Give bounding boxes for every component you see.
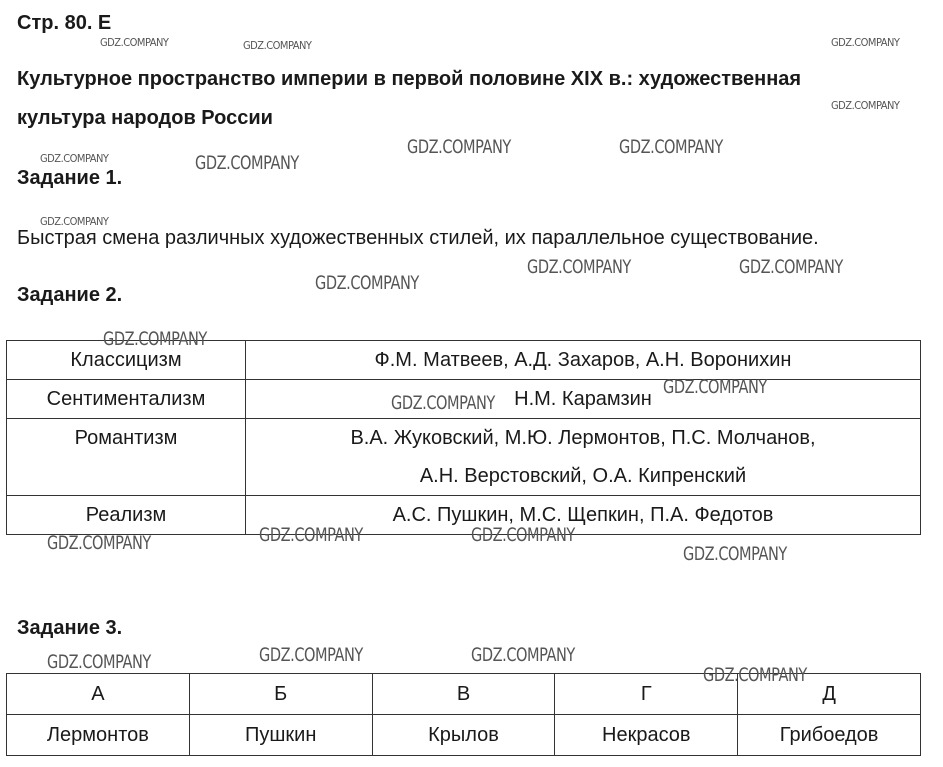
- table-row: [7, 419, 921, 458]
- watermark: GDZ.COMPANY: [471, 524, 575, 546]
- author-cell: Некрасов: [555, 715, 738, 756]
- author-cell: Лермонтов: [7, 715, 190, 756]
- watermark: GDZ.COMPANY: [40, 152, 109, 165]
- watermark: GDZ.COMPANY: [619, 136, 723, 158]
- names-cell: Ф.М. Матвеев, А.Д. Захаров, А.Н. Воронихин: [246, 341, 921, 380]
- page-reference: Стр. 80. Е: [17, 12, 112, 34]
- watermark: GDZ.COMPANY: [103, 328, 207, 350]
- style-cell: Романтизм: [7, 419, 246, 458]
- task-1-answer: Быстрая смена различных художественных стилей, их параллельное существование.: [17, 227, 819, 249]
- watermark: GDZ.COMPANY: [259, 524, 363, 546]
- letter-cell: А: [7, 674, 190, 715]
- task-2-table: [6, 340, 921, 535]
- watermark: GDZ.COMPANY: [527, 256, 631, 278]
- author-cell: Пушкин: [189, 715, 372, 756]
- table-row: [7, 380, 921, 419]
- watermark: GDZ.COMPANY: [391, 392, 495, 414]
- author-cell: Крылов: [372, 715, 555, 756]
- watermark: GDZ.COMPANY: [100, 36, 169, 49]
- table-row: [7, 674, 921, 715]
- style-cell: Классицизм: [7, 341, 246, 380]
- watermark: GDZ.COMPANY: [471, 644, 575, 666]
- table-row: [7, 457, 921, 496]
- letter-cell: Г: [555, 674, 738, 715]
- watermark: GDZ.COMPANY: [243, 39, 312, 52]
- watermark: GDZ.COMPANY: [831, 99, 900, 112]
- names-cell: В.А. Жуковский, М.Ю. Лермонтов, П.С. Молчанов,: [246, 419, 921, 458]
- names-cell: А.С. Пушкин, М.С. Щепкин, П.А. Федотов: [246, 496, 921, 535]
- task-2-heading: Задание 2.: [17, 284, 123, 306]
- letter-cell: Б: [189, 674, 372, 715]
- watermark: GDZ.COMPANY: [663, 376, 767, 398]
- letter-cell: В: [372, 674, 555, 715]
- watermark: GDZ.COMPANY: [315, 272, 419, 294]
- table-row: [7, 496, 921, 535]
- table-row: [7, 341, 921, 380]
- watermark: GDZ.COMPANY: [683, 543, 787, 565]
- task-1-heading: Задание 1.: [17, 167, 123, 189]
- watermark: GDZ.COMPANY: [739, 256, 843, 278]
- watermark: GDZ.COMPANY: [703, 664, 807, 686]
- watermark: GDZ.COMPANY: [831, 36, 900, 49]
- style-cell: Сентиментализм: [7, 380, 246, 419]
- table-row: [7, 715, 921, 756]
- page-title-line-1: Культурное пространство империи в первой половине XIX в.: художественная: [17, 68, 802, 90]
- watermark: GDZ.COMPANY: [259, 644, 363, 666]
- watermark: GDZ.COMPANY: [195, 152, 299, 174]
- watermark: GDZ.COMPANY: [407, 136, 511, 158]
- task-3-heading: Задание 3.: [17, 617, 123, 639]
- letter-cell: Д: [738, 674, 921, 715]
- style-cell: Реализм: [7, 496, 246, 535]
- author-cell: Грибоедов: [738, 715, 921, 756]
- watermark: GDZ.COMPANY: [47, 651, 151, 673]
- style-cell: [7, 457, 246, 496]
- names-cell: Н.М. Карамзин: [246, 380, 921, 419]
- names-cell: А.Н. Верстовский, О.А. Кипренский: [246, 457, 921, 496]
- watermark: GDZ.COMPANY: [40, 215, 109, 228]
- page-title-line-2: культура народов России: [17, 107, 273, 129]
- watermark: GDZ.COMPANY: [47, 532, 151, 554]
- task-3-table: [6, 673, 921, 756]
